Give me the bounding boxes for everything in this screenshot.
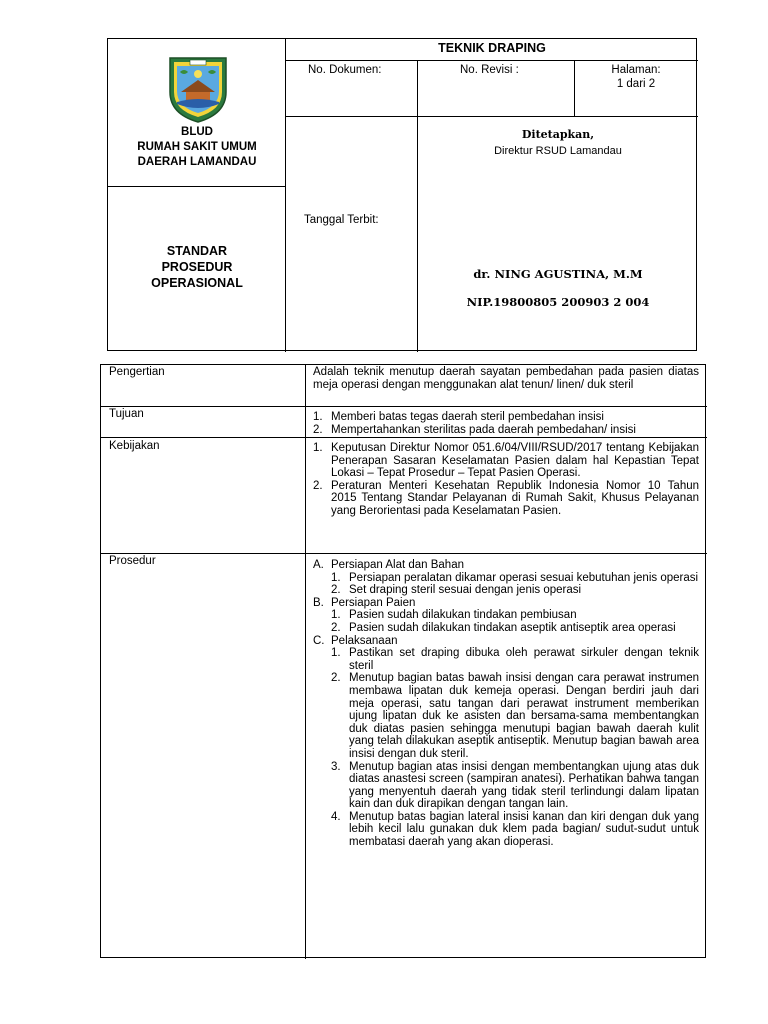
pengertian-label: Pengertian [109, 366, 165, 378]
signatory-name: dr. NING AGUSTINA, M.M [473, 267, 643, 281]
prosedur-label: Prosedur [109, 555, 156, 567]
prosedur-group-c: C. Pelaksanaan [313, 634, 398, 647]
tujuan-label: Tujuan [109, 408, 144, 420]
ditetapkan-block: Ditetapkan, Direktur RSUD Lamandau [494, 128, 622, 157]
tujuan-list [313, 411, 699, 436]
no-revisi-label: No. Revisi : [460, 64, 519, 76]
tanggal-terbit-label: Tanggal Terbit: [304, 214, 379, 226]
sop-label: STANDAR PROSEDUR OPERASIONAL [151, 244, 243, 290]
prosedur-list [313, 559, 699, 849]
document-title: TEKNIK DRAPING [438, 41, 546, 55]
list-item: 2. Menutup bagian batas bawah insisi dengan cara perawat instrumen membawa lipatan duk kemeja operasi. Dengan berdiri jauh dari meja operasi, satu tangan dari perawat instrument memberikan ujung lipatan duk ke asisten dan bersama-sama membentangkan duk diatas pasien sehingga menutupi bagian bawah daerah kulit yang telah dilakukan aseptik antiseptik. Menutup bagian bawah area insisi dengan duk steril. [331, 672, 699, 760]
list-item: 1. Memberi batas tegas daerah steril pembedahan insisi [313, 411, 604, 423]
halaman-value: 1 dari 2 [616, 78, 656, 90]
list-item: 1. Persiapan peralatan dikamar operasi sesuai kebutuhan jenis operasi [331, 571, 699, 584]
list-item: 3. Menutup bagian atas insisi dengan membentangkan ujung atas duk diatas anastesi screen (sampiran anatesi). Perhatikan bahwa tangan yang menyentuh daerah yang tidak steril terlindungi dalam lipatan kain dan duk dirapikan dengan tangan lain. [331, 760, 699, 811]
pengertian-text: Adalah teknik menutup daerah sayatan pembedahan pada pasien diatas meja operasi dengan menggunakan alat tenun/ linen/ duk steril [313, 366, 699, 391]
list-item: 2. Peraturan Menteri Kesehatan Republik Indonesia Nomor 10 Tahun 2015 Tentang Standar Pelayanan di Rumah Sakit, Khusus Pelayanan yang Berorientasi pada Keselamatan Pasien. [313, 479, 699, 517]
kebijakan-label: Kebijakan [109, 440, 160, 452]
list-item: 2. Set draping steril sesuai dengan jenis operasi [331, 584, 582, 597]
prosedur-group-b: B. Persiapan Paien [313, 596, 416, 609]
kebijakan-list [313, 442, 699, 518]
list-item: 1. Pasien sudah dilakukan tindakan pembiusan [331, 609, 577, 622]
list-item: 1. Keputusan Direktur Nomor 051.6/04/VIII/RSUD/2017 tentang Kebijakan Penerapan Sasaran Keselamatan Pasien dalam hal Kepastian Tepat Lokasi – Tepat Prosedur – Tepat Pasien Operasi. [313, 442, 699, 480]
header-table [107, 38, 697, 351]
organization-name: BLUD RUMAH SAKIT UMUM DAERAH LAMANDAU [137, 126, 257, 168]
list-item: 4. Menutup batas bagian lateral insisi kanan dan kiri dengan duk yang lebih kecil lalu gunakan duk klem pada bagian/ sudut-sudut untuk membatasi daerah yang akan dioperasi. [331, 810, 699, 849]
logo-cell [108, 39, 286, 187]
content-table [100, 364, 706, 958]
regency-emblem-icon [164, 52, 232, 124]
halaman-label: Halaman: [611, 64, 661, 76]
list-item: 1. Pastikan set draping dibuka oleh perawat sirkuler dengan teknik steril [331, 647, 699, 672]
list-item: 2. Mempertahankan sterilitas pada daerah pembedahan/ insisi [313, 423, 636, 436]
no-dokumen-label: No. Dokumen: [308, 64, 382, 76]
signatory-nip: NIP.19800805 200903 2 004 [466, 295, 650, 309]
prosedur-group-a: A. Persiapan Alat dan Bahan [313, 559, 464, 571]
list-item: 2. Pasien sudah dilakukan tindakan aseptik antiseptik area operasi [331, 621, 676, 634]
